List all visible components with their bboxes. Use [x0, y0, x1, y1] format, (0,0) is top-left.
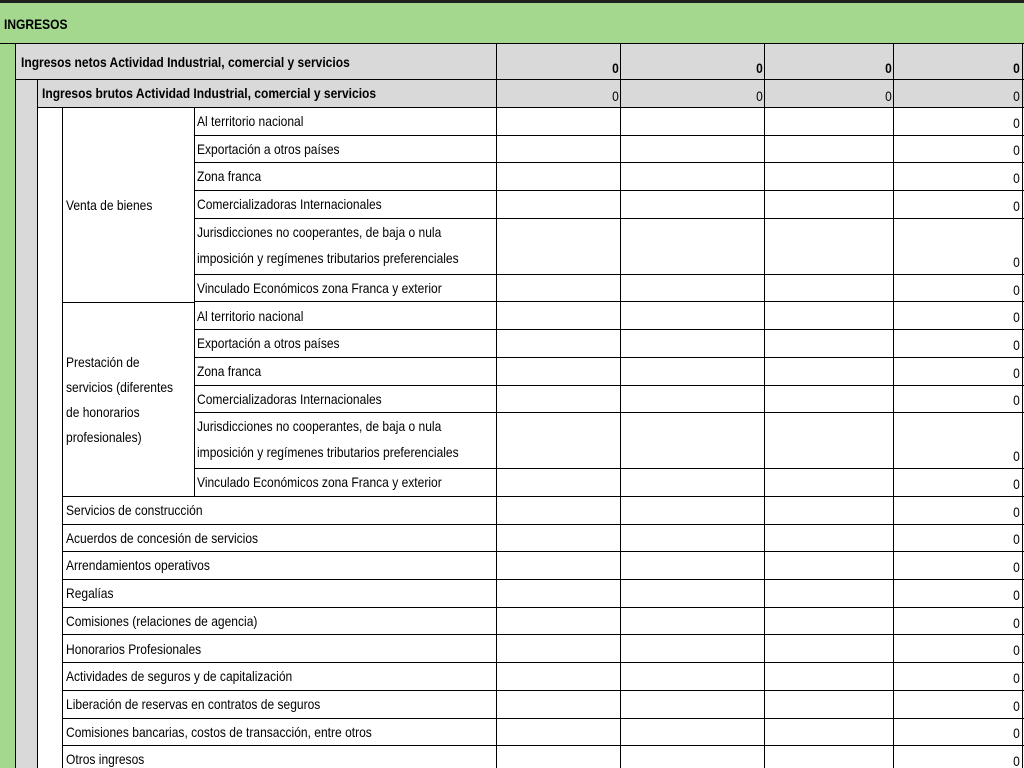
detail-row-label: imposición y regímenes tributarios preferenciales — [197, 444, 459, 461]
simple-row-value[interactable]: 0 — [1013, 669, 1020, 686]
detail-row-label: Zona franca — [197, 362, 262, 379]
simple-row-label: Arrendamientos operativos — [66, 557, 210, 574]
green-indent-band — [0, 44, 15, 768]
detail-row-label: Comercializadoras Internacionales — [197, 390, 382, 407]
detail-row-label: Comercializadoras Internacionales — [197, 196, 382, 213]
detail-row-value[interactable]: 0 — [1013, 364, 1020, 381]
detail-row-label: Vinculado Económicos zona Franca y exterior — [197, 474, 442, 491]
simple-row-label: Servicios de construcción — [66, 502, 203, 518]
group-label: Venta de bienes — [66, 196, 153, 213]
detail-row[interactable] — [194, 469, 1024, 497]
net-income-value-4[interactable]: 0 — [1013, 60, 1020, 76]
detail-row-value[interactable]: 0 — [1013, 197, 1020, 214]
simple-row-value[interactable]: 0 — [1013, 697, 1020, 714]
detail-row[interactable] — [194, 219, 1024, 275]
simple-row[interactable] — [63, 525, 1024, 553]
simple-row-value[interactable]: 0 — [1013, 753, 1020, 768]
detail-row-value[interactable]: 0 — [1013, 309, 1020, 326]
detail-row[interactable] — [194, 275, 1024, 303]
gross-income-label: Ingresos brutos Actividad Industrial, comercial y servicios — [42, 85, 377, 101]
gross-income-value-2[interactable]: 0 — [756, 88, 763, 104]
detail-row[interactable] — [194, 163, 1024, 191]
simple-row-label: Regalías — [66, 585, 114, 602]
detail-row-value[interactable]: 0 — [1013, 336, 1020, 353]
simple-row[interactable] — [63, 719, 1024, 747]
gross-income-value-1[interactable]: 0 — [612, 88, 619, 104]
detail-row-value[interactable]: 0 — [1013, 170, 1020, 187]
detail-row-label: Exportación a otros países — [197, 335, 340, 352]
simple-row[interactable] — [63, 663, 1024, 691]
simple-row[interactable] — [63, 580, 1024, 608]
detail-row-label: Jurisdicciones no cooperantes, de baja o nula — [197, 223, 442, 240]
group-label: de honorarios — [66, 403, 140, 420]
net-income-label: Ingresos netos Actividad Industrial, comercial y servicios — [21, 54, 350, 70]
simple-row[interactable] — [63, 746, 1024, 768]
detail-row-label: Jurisdicciones no cooperantes, de baja o nula — [197, 418, 442, 435]
simple-row[interactable] — [63, 497, 1024, 525]
group-label-cell[interactable] — [63, 303, 194, 498]
simple-row-value[interactable]: 0 — [1013, 531, 1020, 548]
detail-row[interactable] — [194, 108, 1024, 136]
simple-row-label: Actividades de seguros y de capitalización — [66, 668, 293, 685]
detail-row[interactable] — [194, 303, 1024, 331]
detail-row[interactable] — [194, 413, 1024, 469]
simple-row-value[interactable]: 0 — [1013, 586, 1020, 603]
group-label: profesionales) — [66, 428, 142, 445]
simple-row-label: Honorarios Profesionales — [66, 640, 202, 657]
simple-row-value[interactable]: 0 — [1013, 559, 1020, 576]
detail-row-label: Al territorio nacional — [197, 113, 304, 129]
group-label: Prestación de — [66, 353, 140, 370]
simple-row-label: Liberación de reservas en contratos de seguros — [66, 695, 321, 712]
section-header-ingresos[interactable] — [0, 0, 1024, 44]
simple-row-value[interactable]: 0 — [1013, 614, 1020, 631]
net-income-value-3[interactable]: 0 — [885, 60, 892, 76]
detail-row[interactable] — [194, 191, 1024, 219]
detail-row[interactable] — [194, 330, 1024, 358]
col-border-1 — [496, 44, 497, 768]
section-title: INGRESOS — [4, 16, 68, 32]
gross-income-value-3[interactable]: 0 — [885, 88, 892, 104]
simple-row-value[interactable]: 0 — [1013, 642, 1020, 659]
group-label-cell[interactable] — [63, 108, 194, 303]
detail-row-value[interactable]: 0 — [1013, 114, 1020, 131]
col-border-4 — [893, 44, 894, 768]
simple-row-value[interactable]: 0 — [1013, 725, 1020, 742]
detail-row-label: Exportación a otros países — [197, 140, 340, 157]
detail-row-value[interactable]: 0 — [1013, 392, 1020, 409]
group-divider — [194, 303, 195, 498]
simple-row[interactable] — [63, 691, 1024, 719]
simple-row-label: Acuerdos de concesión de servicios — [66, 529, 259, 546]
detail-row[interactable] — [194, 358, 1024, 386]
net-income-value-2[interactable]: 0 — [756, 60, 763, 76]
simple-row[interactable] — [63, 636, 1024, 664]
detail-row-value[interactable]: 0 — [1013, 142, 1020, 159]
gray-band-border — [37, 80, 38, 768]
detail-row-label: Zona franca — [197, 168, 262, 185]
gross-income-row[interactable] — [38, 80, 1024, 108]
col-border-5 — [1022, 44, 1023, 768]
detail-row-label: Vinculado Económicos zona Franca y exterior — [197, 279, 442, 296]
detail-row[interactable] — [194, 136, 1024, 164]
simple-row-label: Otros ingresos — [66, 751, 145, 768]
detail-row-label: Al territorio nacional — [197, 307, 304, 324]
detail-row-value[interactable]: 0 — [1013, 476, 1020, 492]
group-divider — [194, 108, 195, 303]
simple-row[interactable] — [63, 552, 1024, 580]
simple-row-label: Comisiones (relaciones de agencia) — [66, 612, 258, 629]
simple-row-value[interactable]: 0 — [1013, 503, 1020, 520]
detail-row-value[interactable]: 0 — [1013, 281, 1020, 298]
net-income-row[interactable] — [16, 44, 1024, 80]
simple-row[interactable] — [63, 608, 1024, 636]
col-border-3 — [764, 44, 765, 768]
detail-row-label: imposición y regímenes tributarios preferenciales — [197, 249, 459, 266]
net-income-value-1[interactable]: 0 — [612, 60, 619, 76]
gross-income-value-4[interactable]: 0 — [1013, 88, 1020, 104]
col-border-2 — [620, 44, 621, 768]
detail-row-value[interactable]: 0 — [1013, 448, 1020, 465]
detail-row[interactable] — [194, 386, 1024, 414]
detail-row-value[interactable]: 0 — [1013, 253, 1020, 270]
group-label: servicios (diferentes — [66, 378, 174, 395]
simple-row-label: Comisiones bancarias, costos de transacción, entre otros — [66, 723, 372, 740]
gray-indent-band — [16, 80, 37, 768]
